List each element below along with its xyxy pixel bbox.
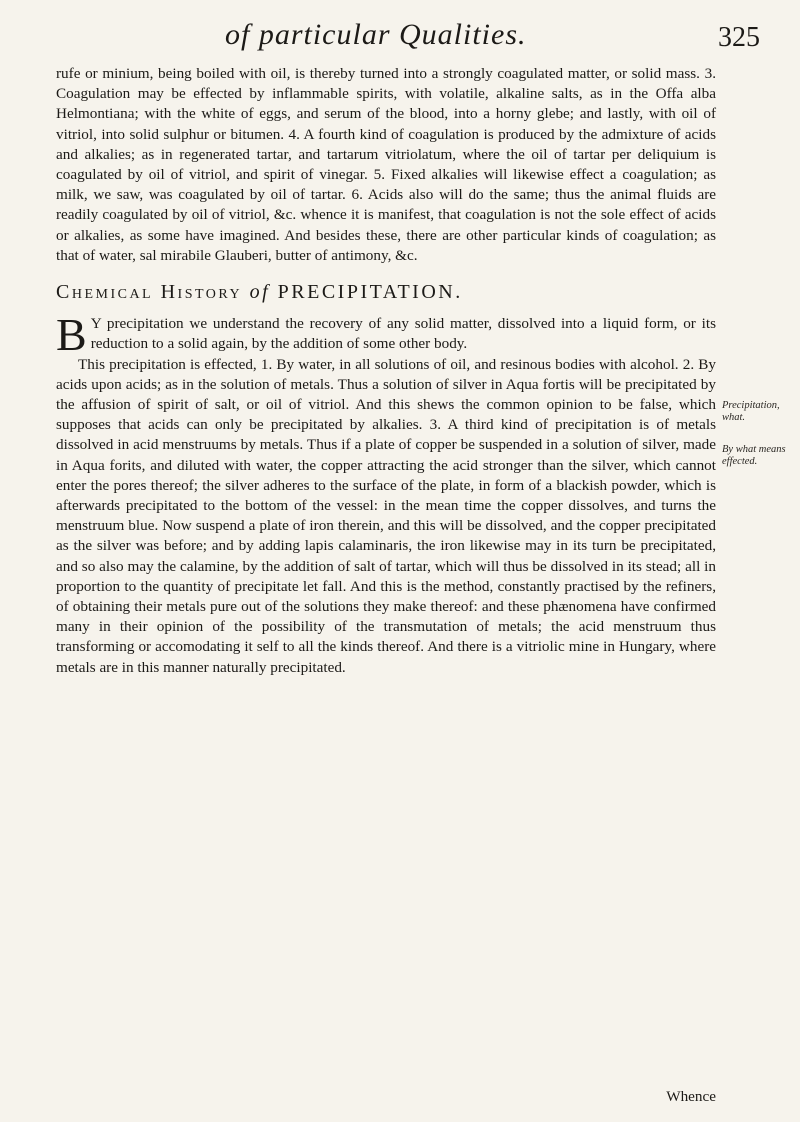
margin-note-means: By what means effected. <box>722 444 786 467</box>
page-number: 325 <box>718 22 760 53</box>
heading-of: of <box>249 281 271 304</box>
paragraph-definition <box>56 309 716 361</box>
body-text <box>56 64 716 678</box>
page-header <box>60 18 760 64</box>
section-heading <box>56 282 716 302</box>
margin-note-definition: Precipitation, what. <box>722 400 780 423</box>
definition-text: Y precipitation we understand the recovery of any solid matter, dissolved into a liquid form, or its reduction to a solid again, by the addition of some other body. <box>90 315 716 353</box>
paragraph-coagulation: rufe or minium, being boiled with oil, is thereby turned into a strongly coagulated matter, or solid mass. 3. Coagulation may be effected by inflammable spirits, with volatile, alkaline salts, as in the Offa alba Helmontiana; with the white of eggs, and serum of the blood, into a horny glebe; and lastly, with oil of vitriol, into solid sulphur or bitumen. 4. A fourth kind of coagulation is produced by the admixture of acids and alkalies; as in regenerated tartar, and tartarum vitriolatum, where the oil of tartar per deliquium is coagulated by oil of vitriol, and spirit of vinegar. 5. Fixed alkalies will likewise effect a coagulation; as milk, we saw, was coagulated by oil of tartar. 6. Acids also will do the same; thus the animal fluids are readily coagulated by oil of vitriol, &c. whence it is manifest, that coagulation is not the sole effect of acids or alkalies, as some have imagined. And besides these, there are other particular kinds of coagulation; as that of water, sal mirabile Glauberi, butter of antimony, &c. <box>56 65 716 264</box>
paragraph-methods: This precipitation is effected, 1. By water, in all solutions of oil, and resinous bodies with alcohol. 2. By acids upon acids; as in the solution of metals. Thus a solution of silver in Aqua fortis will be precipitated by the affusion of spirit of salt, or oil of vitriol. And this shews the common opinion to be false, which supposes that acids can only be precipitated by alkalies. 3. A third kind of precipitation is of metals dissolved in acid menstruums by metals. Thus if a plate of copper be suspended in a solution of silver, made in Aqua forits, and diluted with water, the copper attracting the acid stronger than the silver, which cannot enter the pores thereof; the silver adheres to the surface of the plate, in form of a blackish powder, which is afterwards precipitated to the bottom of the vessel: in the mean time the copper dissolves, and turns the menstruum blue. Now suspend a plate of iron therein, and this will be dissolved, and the copper precipitated as the silver was before; and by adding lapis calaminaris, the iron likewise may in its turn be precipitated, and so also may the calamine, by the addition of salt of tartar, which will thus be dissolved in its stead; all in proportion to the quantity of precipitate let fall. And this is the method, constantly practised by the refiners, of obtaining their metals pure out of the solutions they make thereof: and these phænomena have confirmed many in their opinion of the possibility of the transmutation of metals; the acid menstruum thus transforming or accomodating it self to all the kinds thereof. And there is a vitriolic mine in Hungary, where metals are in this manner naturally precipitated. <box>56 355 716 676</box>
catchword: Whence <box>666 1088 716 1105</box>
running-title: of particular Qualities. <box>225 18 527 51</box>
heading-prefix: Chemical History <box>56 281 243 304</box>
drop-cap: B <box>56 309 87 361</box>
heading-subject: PRECIPITATION. <box>277 281 463 304</box>
